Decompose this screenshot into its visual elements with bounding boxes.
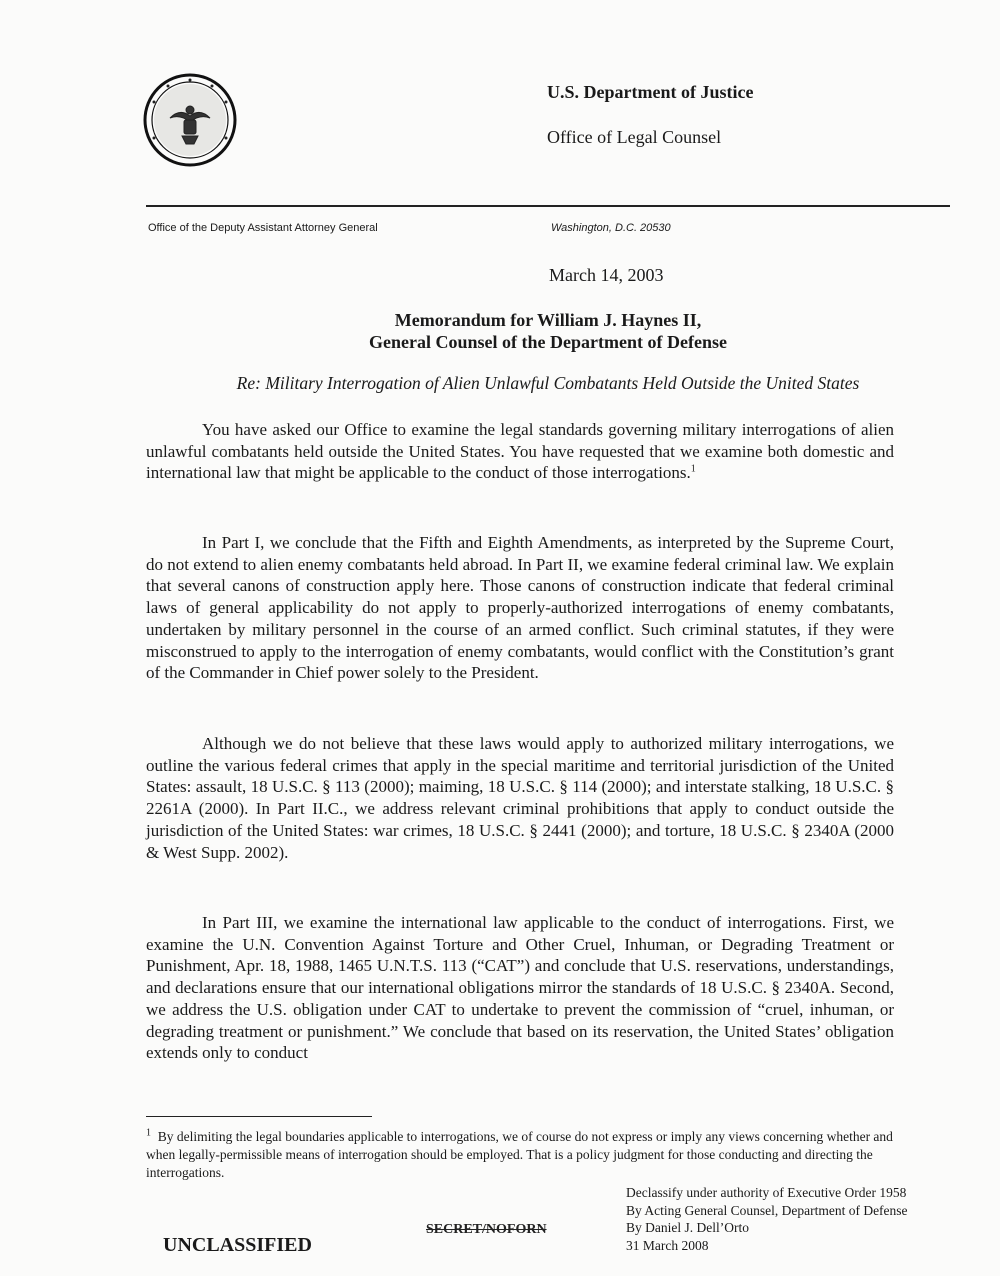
memo-date: March 14, 2003 [549,265,664,285]
office-name: Office of Legal Counsel [547,127,722,147]
body-paragraph-1 [146,419,894,484]
body-paragraph-3: Although we do not believe that these laws would apply to authorized military interrogations, we outline the various federal crimes that apply in the special maritime and territorial jurisdiction of the United States: assault, 18 U.S.C. § 113 (2000); maiming, 18 U.S.C. § 114 (2000); and interstate stalking, 18 U.S.C. § 2261A (2000). In Part II.C., we address relevant criminal prohibitions that apply to conduct outside the jurisdiction of the United States: war crimes, 18 U.S.C. § 2441 (2000); and torture, 18 U.S.C. § 2340A (2000 & West Supp. 2002). [146,734,894,862]
doj-seal-icon [142,72,238,168]
declass-line: 31 March 2008 [626,1237,709,1253]
memo-subject: Re: Military Interrogation of Alien Unlawful Combatants Held Outside the United States [236,373,860,393]
memo-recipient-title: General Counsel of the Department of Defense [369,332,727,352]
footnote [146,1128,906,1182]
footnote-marker: 1 [146,1127,151,1139]
memo-heading [146,309,950,353]
department-name: U.S. Department of Justice [547,82,754,102]
unclassified-marking: UNCLASSIFIED [163,1234,312,1256]
paragraph-text: You have asked our Office to examine the legal standards governing military interrogations of alien unlawful combatants held outside the United States. You have requested that we examine both domestic and international law that might be applicable to the conduct of those interrogations. [146,420,894,483]
secret-marking-struck: SECRET/NOFORN [426,1222,547,1237]
footnote-text: By delimiting the legal boundaries applicable to interrogations, we of course do not express or imply any views concerning whether and when legally-permissible means of interrogation should be employed. That is a policy judgment for those conducting and directing the interrogations. [146,1129,893,1180]
letterhead-divider [146,205,950,207]
memo-recipient: Memorandum for William J. Haynes II, [394,310,702,330]
declass-line: By Daniel J. Dell’Orto [626,1220,749,1235]
declassification-stamp [626,1184,908,1254]
declass-line: Declassify under authority of Executive Order 1958 [626,1185,907,1200]
office-address: Washington, D.C. 20530 [551,222,671,234]
body-paragraph-2: In Part I, we conclude that the Fifth and Eighth Amendments, as interpreted by the Supreme Court, do not extend to alien enemy combatants held abroad. In Part II, we examine federal criminal law. We explain that several canons of construction apply here. Those canons of construction indicate that federal criminal laws of general applicability do not apply to properly-authorized interrogations of enemy combatants, undertaken by military personnel in the course of an armed conflict. Such criminal statutes, if they were misconstrued to apply to the interrogation of enemy combatants, would conflict with the Constitution’s grant of the Commander in Chief power solely to the President. [146,533,894,683]
body-paragraph-4: In Part III, we examine the international law applicable to the conduct of interrogations. First, we examine the U.N. Convention Against Torture and Other Cruel, Inhuman, or Degrading Treatment or Punishment, Apr. 18, 1988, 1465 U.N.T.S. 113 (“CAT”) and conclude that U.S. reservations, understandings, and declarations ensure that our international obligations mirror the standards of 18 U.S.C. § 2340A. Second, we address the U.S. obligation under CAT to undertake to prevent the commission of “cruel, inhuman, or degrading treatment or punishment.” We conclude that based on its reservation, the United States’ obligation extends only to conduct [146,913,894,1063]
suboffice-name: Office of the Deputy Assistant Attorney General [148,222,378,234]
footnote-reference: 1 [690,463,696,475]
footnote-divider [146,1116,372,1117]
declass-line: By Acting General Counsel, Department of Defense [626,1202,908,1218]
